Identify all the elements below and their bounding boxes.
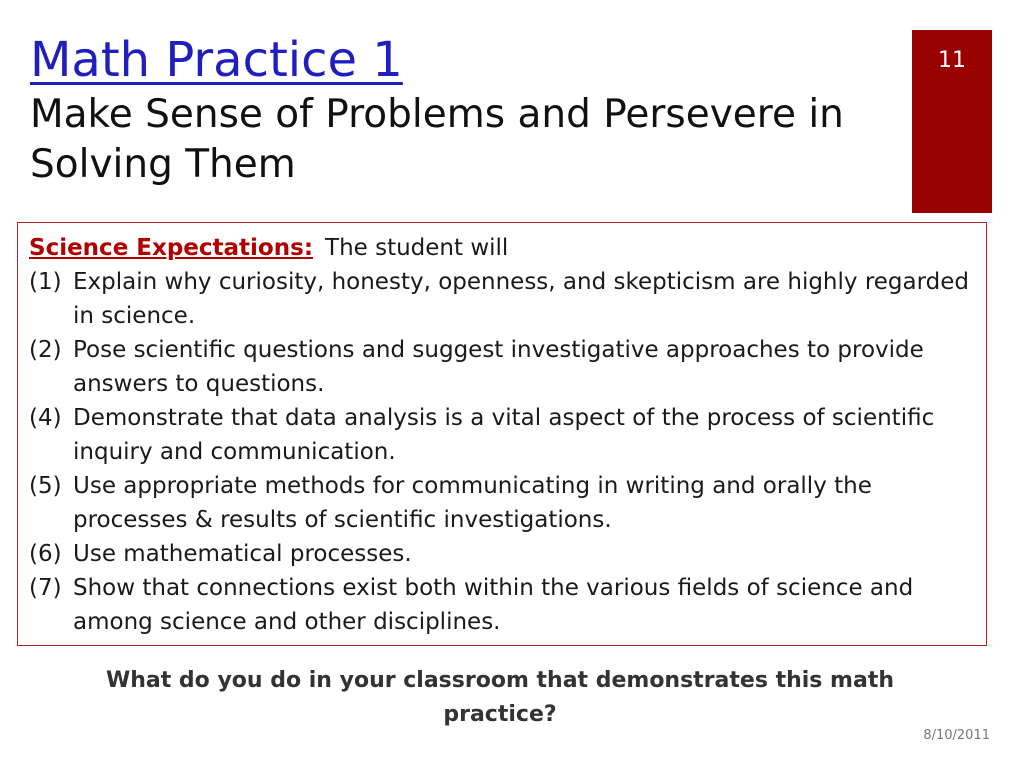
list-item-number: (2) <box>29 337 62 363</box>
list-item <box>29 469 979 537</box>
expectations-heading <box>29 231 979 265</box>
list-item <box>29 333 979 401</box>
list-item-text: Use appropriate methods for communicating in writing and orally the processes & results of scientific investigations. <box>73 473 872 533</box>
expectations-intro: The student will <box>325 235 509 261</box>
classroom-question: What do you do in your classroom that demonstrates this math practice? <box>105 668 895 727</box>
science-expectations-label-colon: : <box>303 235 314 261</box>
expectations-list <box>29 265 979 639</box>
science-expectations-content <box>29 231 979 639</box>
list-item-number: (1) <box>29 269 62 295</box>
list-item-text: Pose scientific questions and suggest investigative approaches to provide answers to questions. <box>73 337 924 397</box>
list-item-text: Use mathematical processes. <box>73 541 412 567</box>
list-item-number: (4) <box>29 405 62 431</box>
list-item-text: Explain why curiosity, honesty, openness, and skepticism are highly regarded in science. <box>73 269 970 329</box>
slide-title[interactable]: Math Practice 1 <box>30 32 403 88</box>
slide-date: 8/10/2011 <box>923 728 990 743</box>
list-item-number: (6) <box>29 541 62 567</box>
list-item-number: (7) <box>29 575 62 601</box>
science-expectations-box <box>17 222 987 646</box>
science-expectations-label-text: Science Expectations <box>29 235 304 261</box>
list-item-text: Demonstrate that data analysis is a vital aspect of the process of scientific inquiry and communication. <box>73 405 935 465</box>
science-expectations-label[interactable] <box>29 235 313 261</box>
list-item <box>29 401 979 469</box>
list-item <box>29 537 979 571</box>
slide-subtitle: Make Sense of Problems and Persevere in Solving Them <box>30 92 844 187</box>
slide-number: 11 <box>938 48 966 73</box>
slide-number-box <box>912 30 992 213</box>
list-item-number: (5) <box>29 473 62 499</box>
list-item <box>29 265 979 333</box>
list-item-text: Show that connections exist both within the various fields of science and among science and other disciplines. <box>73 575 914 635</box>
title-block <box>30 30 910 190</box>
list-item <box>29 571 979 639</box>
